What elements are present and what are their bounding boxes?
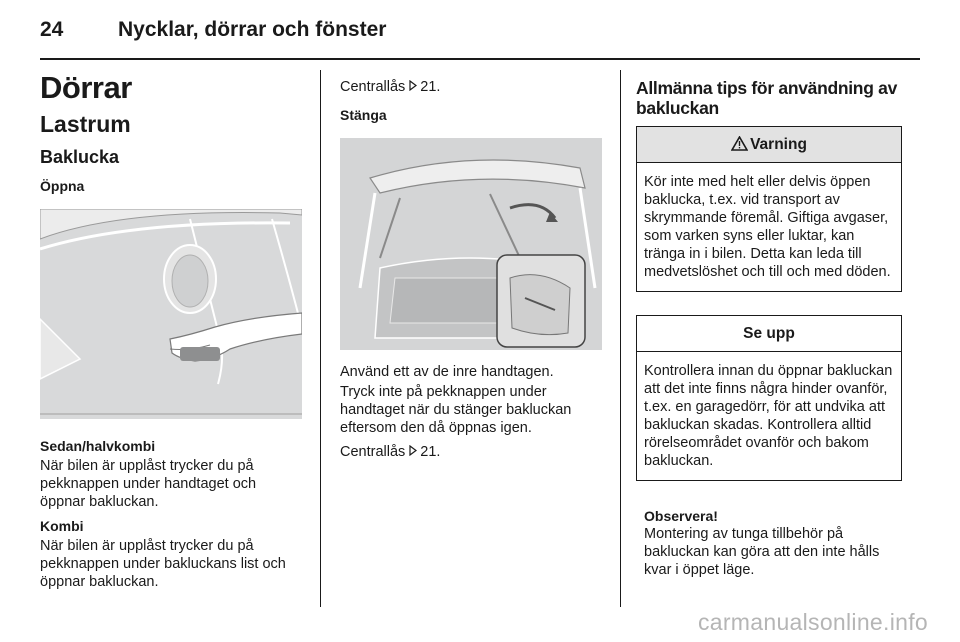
warning-box-header <box>637 127 901 163</box>
paragraph-kombi: När bilen är upplåst trycker du på pekknappen under bakluckans list och öppnar bakluckan. <box>40 538 286 590</box>
page-reference-arrow-icon <box>409 443 417 461</box>
section-title-luggage: Lastrum <box>40 111 131 137</box>
tailgate-handle-illustration <box>40 209 302 419</box>
caution-text: Kontrollera innan du öppnar bakluckan att det inte finns några hinder ovanför, t.ex. en garagedörr, för att undvika att bakluckan skadas. Kontrollera alltid rörelseområdet ovanför och bakom bakluckan. <box>644 363 893 469</box>
open-tailgate-drawing <box>340 138 602 350</box>
page-reference-arrow-icon <box>409 78 417 96</box>
paragraph-sedan: När bilen är upplåst trycker du på pekknappen under handtaget och öppnar bakluckan. <box>40 458 257 510</box>
subheading-open: Öppna <box>40 178 85 194</box>
reference-page: 21. <box>420 79 441 95</box>
warning-box <box>636 126 902 292</box>
note-title: Observera! <box>644 508 718 524</box>
warning-text: Kör inte med helt eller delvis öppen baklucka, t.ex. vid transport av skrymmande föremål. Giftiga avgaser, som varken syns eller luktar, kan tränga in i bilen. Detta kan leda till medvetslöshet och till och med döden. <box>644 174 891 280</box>
hand-pressing-button-drawing <box>40 209 302 419</box>
site-watermark: carmanualsonline.info <box>697 609 928 635</box>
caution-box-header: Se upp <box>637 316 901 352</box>
reference-page: 21. <box>420 444 441 460</box>
section-title-doors: Dörrar <box>40 70 132 105</box>
header-divider <box>40 58 920 60</box>
reference-central-lock-top[interactable] <box>340 78 602 96</box>
warning-triangle-icon <box>731 129 748 165</box>
column-middle <box>340 70 602 461</box>
page-number: 24 <box>40 18 64 41</box>
closing-tailgate-illustration <box>340 138 602 350</box>
subheading-kombi: Kombi <box>40 518 84 534</box>
section-title-tips: Allmänna tips för användning av bakluckan <box>636 78 898 118</box>
column-divider-1 <box>320 70 321 607</box>
column-left <box>40 70 302 591</box>
column-divider-2 <box>620 70 621 607</box>
paragraph-do-not-press: Tryck inte på pekknappen under handtaget när du stänger bakluckan eftersom den då öppnas igen. <box>340 384 572 436</box>
note-text: Montering av tunga tillbehör på bakluckan kan göra att den inte hålls kvar i öppet läge. <box>644 526 880 578</box>
caution-box <box>636 315 902 481</box>
reference-label: Centrallås <box>340 79 406 95</box>
section-title-tailgate: Baklucka <box>40 147 120 167</box>
reference-label: Centrallås <box>340 444 406 460</box>
reference-central-lock-bottom[interactable] <box>340 443 602 461</box>
note-block <box>644 507 906 579</box>
column-right <box>636 70 902 578</box>
warning-title: Varning <box>750 136 807 153</box>
page-header <box>40 16 920 56</box>
paragraph-inner-handles: Använd ett av de inre handtagen. <box>340 364 554 380</box>
chapter-title: Nycklar, dörrar och fönster <box>118 18 387 41</box>
subheading-sedan: Sedan/halvkombi <box>40 438 156 454</box>
subheading-close: Stänga <box>340 107 387 123</box>
